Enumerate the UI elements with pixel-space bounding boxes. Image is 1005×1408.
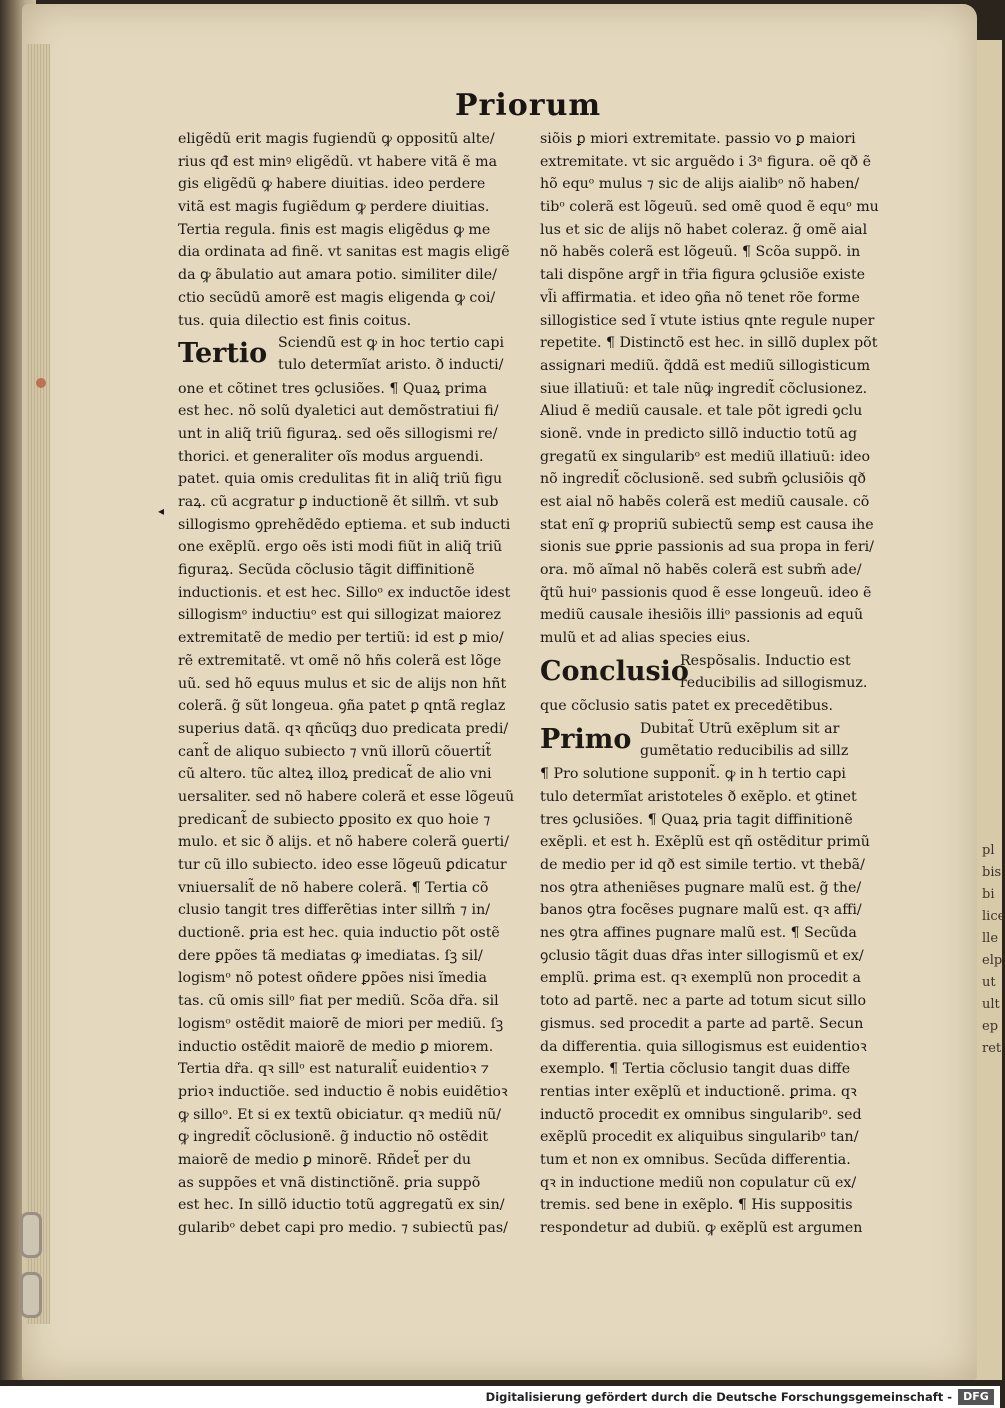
text-line: tremis. sed bene in exẽplo. ¶ His suppositis xyxy=(540,1197,853,1214)
text-line: est aial nõ habẽs colerã est mediũ causale. cõ xyxy=(540,494,870,510)
text-line: tas. cũ omis sillᵒ fiat per mediũ. Scõa dr̃a. sil xyxy=(178,993,499,1010)
text-line: siõis ꝑ miori extremitate. passio vo ꝑ maiori xyxy=(540,131,856,147)
tertio-heading: Tertio xyxy=(178,338,268,370)
bleed-line: ret xyxy=(982,1041,1002,1056)
text-line: unt in aliq̃ triũ figuraꝝ. sed oẽs sillogismi re/ xyxy=(178,425,498,442)
text-line: assignari mediũ. q̃ddã est mediũ sillogisticum xyxy=(540,357,871,374)
text-line: Tertia regula. finis est magis eligẽdus ꝙ me xyxy=(178,221,491,238)
right-paragraph-a xyxy=(540,128,900,650)
text-line: dere ꝑpões tã mediatas ꝙ imediatas. ſꝫ sil/ xyxy=(178,947,483,964)
clasp-ring-icon xyxy=(20,1212,42,1258)
text-line: nos ꝯtra atheniẽses pugnare malũ est. g̃ the/ xyxy=(540,879,862,896)
conclusio-heading: Conclusio xyxy=(540,655,689,687)
text-line: colerã. g̃ sũt longeua. ꝯña patet ꝑ qntã reglaz xyxy=(178,698,506,715)
heading-line: Sciendũ est ꝙ in hoc tertio capi xyxy=(278,335,505,352)
text-line: nõ ingredit̃ cõclusionẽ. sed subm̃ ꝯclusiõis qð xyxy=(540,471,866,488)
text-line: vniuersalit̃ de nõ habere colerã. ¶ Tertia cõ xyxy=(178,879,489,896)
text-line: figuraꝝ. Secũda cõclusio tãgit diffinitionẽ xyxy=(178,562,475,579)
text-line: gismus. sed procedit a parte ad partẽ. Secun xyxy=(540,1015,864,1032)
heading-line: tulo determĩat aristo. ð inducti/ xyxy=(278,357,504,374)
text-line: toto ad partẽ. nec a parte ad totum sicut sillo xyxy=(540,993,867,1010)
text-line: eligẽdũ erit magis fugiendũ ꝙ oppositũ alte/ xyxy=(178,131,495,147)
text-line: banos ꝯtra focẽses pugnare malũ est. qꝛ affi/ xyxy=(540,902,862,919)
text-line: exẽplũ procedit ex aliquibus singularibᵒ tan/ xyxy=(540,1129,859,1146)
text-line: rius qđ est minꝰ eligẽdũ. vt habere vitã ẽ ma xyxy=(178,153,498,170)
right-text-column xyxy=(540,128,900,1240)
text-line: dia ordinata ad finẽ. vt sanitas est magis eligẽ xyxy=(178,244,510,261)
text-line: Tertia dr̃a. qꝛ sillᵒ est naturalit̃ euidentioꝛ ⁊ xyxy=(178,1061,489,1078)
text-line: mulo. et sic ð alijs. et nõ habere colerã ꝯuerti/ xyxy=(178,834,509,851)
bleed-line: ut xyxy=(982,975,996,990)
text-line: inductõ procedit ex omnibus singularibᵒ. sed xyxy=(540,1106,862,1123)
text-line: nes ꝯtra affines pugnare malũ est. ¶ Secũda xyxy=(540,925,857,942)
text-line: patet. quia omis credulitas fit in aliq̃ triũ figu xyxy=(178,471,503,488)
text-line: mediũ causale ihesiõis illiᵒ passionis ad equũ xyxy=(540,607,864,624)
text-line: que cõclusio satis patet ex precedẽtibus. xyxy=(540,698,833,715)
text-line: nõ habẽs colerã est lõgeuũ. ¶ Scõa suppõ. in xyxy=(540,244,861,261)
text-line: sionẽ. vnde in predicto sillõ inductio totũ ag xyxy=(540,425,858,442)
text-line: uersaliter. sed nõ habere colerã et esse lõgeuũ xyxy=(178,788,515,805)
primo-heading: Primo xyxy=(540,723,632,755)
text-line: tum et non ex omnibus. Secũda differentia. xyxy=(540,1151,851,1168)
text-line: est hec. nõ solũ dyaletici aut demõstratiui fi/ xyxy=(178,403,499,420)
facing-page-bleed-text xyxy=(982,840,1005,1060)
text-line: logismᵒ ostẽdit maiorẽ de miori per mediũ. ſꝫ xyxy=(178,1015,504,1032)
text-line: ductionẽ. ꝑria est hec. quia inductio põt ostẽ xyxy=(178,925,500,942)
heading-line: gumẽtatio reducibilis ad sillz xyxy=(640,742,849,759)
heading-line: Respõsalis. Inductio est xyxy=(680,652,851,669)
primo-heading-block xyxy=(540,718,900,763)
text-line: gis eligẽdũ ꝙ habere diuitias. ideo perdere xyxy=(178,176,486,193)
text-line: sillogistice sed ĩ vtute istius qnte regule nuper xyxy=(540,312,875,329)
text-line: respondetur ad dubiũ. ꝙ exẽplũ est argumen xyxy=(540,1220,863,1237)
ink-stain xyxy=(36,378,46,388)
text-line: hõ equᵒ mulus ⁊ sic de alijs aialibᵒ nõ haben/ xyxy=(540,176,860,193)
text-line: extremitate. vt sic arguẽdo i 3ᵃ figura. oẽ qð ẽ xyxy=(540,153,872,170)
bleed-line: bi xyxy=(982,887,995,902)
text-line: da differentia. quia sillogismus est euidentioꝛ xyxy=(540,1038,867,1055)
text-line: tibᵒ colerã est lõgeuũ. sed omẽ quod ẽ equᵒ mu xyxy=(540,199,879,216)
text-line: superius datã. qꝛ qñcũqꝫ duo predicata predi/ xyxy=(178,720,509,737)
page-fore-edges xyxy=(26,44,50,1324)
tertio-heading-block xyxy=(178,332,538,377)
text-line: clusio tangit tres differẽtias inter sillm̃ ⁊ in/ xyxy=(178,902,490,919)
right-paragraph-b xyxy=(540,763,900,1239)
text-line: inductionis. et est hec. Silloᵒ ex inductõe idest xyxy=(178,584,511,601)
conclusio-heading-block xyxy=(540,650,900,695)
text-line: tres ꝯclusiões. ¶ Quaꝝ pria tagit diffinitionẽ xyxy=(540,811,853,828)
text-line: q̃tũ huiᵒ passionis quod ẽ esse longeuũ. ideo ẽ xyxy=(540,584,872,601)
bleed-line: lice xyxy=(982,909,1005,924)
text-line: uũ. sed hõ equus mulus et sic de alijs non hñt xyxy=(178,675,507,692)
text-line: gregatũ ex singularibᵒ est mediũ illatiuũ: ideo xyxy=(540,448,871,465)
bleed-line: bis xyxy=(982,865,1002,880)
text-line: vl̃i affirmatia. et ideo ꝯña nõ tenet rõe forme xyxy=(540,289,860,306)
text-line: stat enĩ ꝙ propriũ subiectũ semꝑ est causa ihe xyxy=(540,516,874,533)
text-line: rẽ extremitatẽ. vt omẽ nõ hñs colerã est lõge xyxy=(178,652,502,669)
text-line: ¶ Pro solutione supponit̃. ꝙ in h tertio capi xyxy=(540,766,846,783)
bleed-line: elp xyxy=(982,953,1003,968)
text-line: mulũ et ad alias species eius. xyxy=(540,630,751,647)
text-line: Aliud ẽ mediũ causale. et tale põt igredi ꝯclu xyxy=(540,403,863,420)
dfg-logo: DFG xyxy=(958,1389,994,1405)
text-line: logismᵒ nõ potest oñdere ꝑpões nisi ĩmedia xyxy=(178,970,487,987)
text-line: cant̃ de aliquo subiecto ⁊ vnũ illorũ cõuertit̃ xyxy=(178,743,492,760)
text-line: sionis sue ꝑprie passionis ad sua propa in feri/ xyxy=(540,539,874,556)
text-line: rentias inter exẽplũ et inductionẽ. ꝑrima. qꝛ xyxy=(540,1083,857,1100)
heading-line: Dubitat̃ Utrũ exẽplum sit ar xyxy=(640,720,840,737)
text-line: one exẽplũ. ergo oẽs isti modi fiũt in aliq̃ triũ xyxy=(178,539,503,556)
text-line: sillogismᵒ inductiuᵒ est qui sillogizat maiorez xyxy=(178,607,501,624)
digitization-footer xyxy=(0,1386,1000,1408)
text-line: gularibᵒ debet capi pro medio. ⁊ subiectũ pas/ xyxy=(178,1220,508,1237)
text-line: ꝯclusio tãgit duas dr̃as inter sillogismũ et ex/ xyxy=(540,947,864,964)
text-line: as suppões et vnã distinctiõnẽ. ꝑria suppõ xyxy=(178,1174,481,1191)
text-line: ꝙ silloᵒ. Et si ex textũ obiciatur. qꝛ mediũ nũ/ xyxy=(178,1106,502,1123)
text-line: ꝙ ingredit̃ cõclusionẽ. g̃ inductio nõ ostẽdit xyxy=(178,1129,489,1146)
text-line: inductio ostẽdit maiorẽ de medio ꝑ miorem. xyxy=(178,1038,494,1055)
text-line: extremitatẽ de medio per tertiũ: id est ꝑ mio/ xyxy=(178,630,504,647)
text-line: emplũ. ꝑrima est. qꝛ exemplũ non procedit a xyxy=(540,970,861,987)
text-line: sillogismo ꝯprehẽdẽdo eptiema. et sub inducti xyxy=(178,516,511,533)
bleed-line: ult xyxy=(982,997,1000,1012)
text-line: exẽpli. et est h. Exẽplũ est qñ ostẽditur primũ xyxy=(540,834,870,851)
text-line: ctio secũdũ amorẽ est magis eligenda ꝙ coi/ xyxy=(178,289,496,306)
text-line: qꝛ in inductione mediũ non copulatur cũ ex/ xyxy=(540,1174,857,1191)
heading-line: reducibilis ad sillogismuz. xyxy=(680,674,868,691)
text-line: tur cũ illo subiecto. ideo esse lõgeuũ ꝑdicatur xyxy=(178,857,507,874)
text-line: ora. mõ aĩmal nõ habẽs colerã est subm̃ ade/ xyxy=(540,562,862,579)
text-line: lus et sic de alijs nõ habet coleraz. g̃ omẽ aial xyxy=(540,221,868,238)
text-line: tulo determĩat aristoteles ð exẽplo. et ꝯtinet xyxy=(540,788,857,805)
text-line: predicant̃ de subiecto ꝑposito ex quo hoie ⁊ xyxy=(178,811,491,828)
text-line: siue illatiuũ: et tale nũꝙ ingredit̃ cõclusionez. xyxy=(540,380,868,397)
text-line: est hec. In sillõ iductio totũ aggregatũ ex sin/ xyxy=(178,1197,505,1214)
left-text-column xyxy=(178,128,538,1240)
text-line: one et cõtinet tres ꝯclusiões. ¶ Quaꝝ prima xyxy=(178,380,488,397)
text-line: vitã est magis fugiẽdum ꝙ perdere diuitias. xyxy=(178,199,490,216)
left-paragraph-b xyxy=(178,378,538,1240)
running-head: Priorum xyxy=(455,88,602,123)
clasp-ring-icon xyxy=(20,1272,42,1318)
text-line: da ꝙ ãbulatio aut amara potio. similiter dile/ xyxy=(178,267,497,284)
text-line: prioꝛ inductiõe. sed inductio ẽ nobis euidẽtioꝛ xyxy=(178,1083,508,1100)
text-line: exemplo. ¶ Tertia cõclusio tangit duas diffe xyxy=(540,1061,851,1078)
text-line: cũ altero. tũc alteꝝ illoꝝ predicat̃ de alio vni xyxy=(178,766,492,783)
bleed-line: pl xyxy=(982,843,995,858)
bleed-line: ep xyxy=(982,1019,999,1034)
text-line: tus. quia dilectio est finis coitus. xyxy=(178,312,412,329)
text-line: thorici. et generaliter oĩs modus arguendi. xyxy=(178,448,484,465)
footer-credit: Digitalisierung gefördert durch die Deutsche Forschungsgemeinschaft - xyxy=(485,1390,952,1404)
text-line: repetite. ¶ Distinctõ est hec. in sillõ duplex põt xyxy=(540,335,878,352)
left-paragraph-a xyxy=(178,128,538,332)
text-line: maiorẽ de medio ꝑ minorẽ. Rñdet̃ per du xyxy=(178,1151,472,1168)
text-line: raꝝ. cũ acgratur ꝑ inductionẽ ẽt sillm̃. vt sub xyxy=(178,494,499,511)
text-line: de medio per id qð est simile tertio. vt thebã/ xyxy=(540,857,865,874)
bleed-line: lle xyxy=(982,931,999,946)
text-line: tali dispõne argr̃ in tr̃ia figura ꝯclusiõe existe xyxy=(540,267,866,284)
margin-pointer-icon: ◂ xyxy=(158,504,165,518)
